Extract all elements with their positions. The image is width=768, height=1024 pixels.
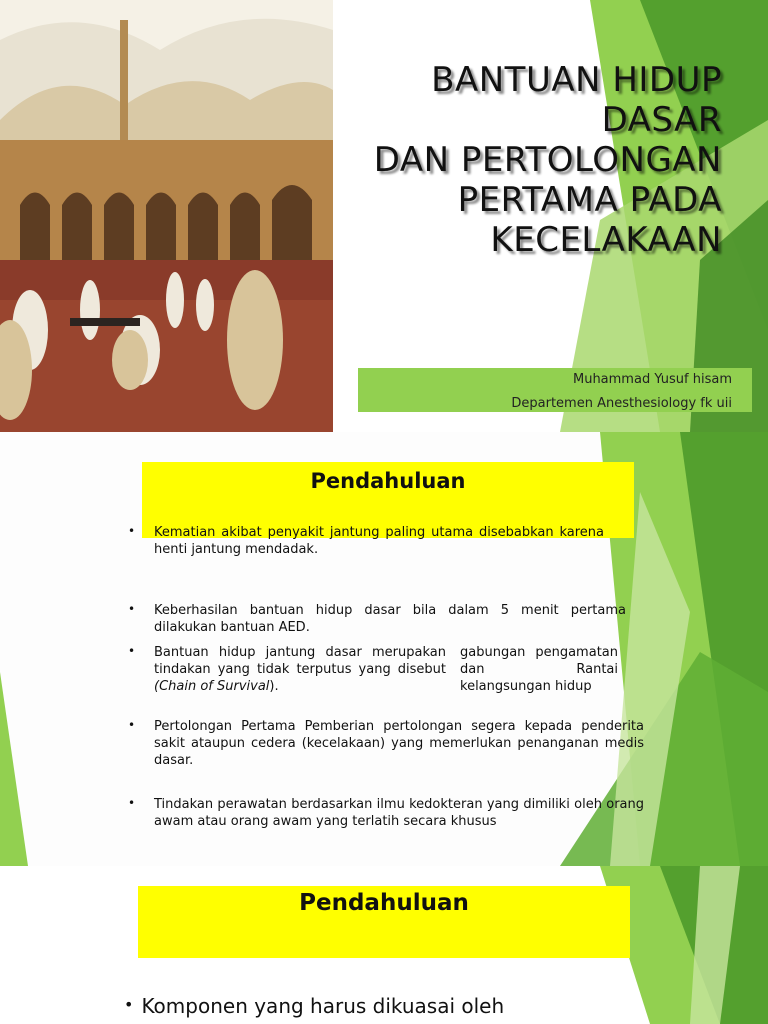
subtitle-band [358, 368, 752, 412]
section-heading-box [138, 886, 630, 958]
bullet-dot-icon: • [124, 995, 134, 1014]
department-name: Departemen Anesthesiology fk uii [511, 396, 732, 411]
list-item: • Komponen yang harus dikuasai oleh [124, 994, 505, 1018]
bullet-dot-icon: • [128, 602, 136, 616]
intro-slide-2 [0, 866, 768, 1024]
slide-title: BANTUAN HIDUP DASAR DAN PERTOLONGAN PERTAMA PADA KECELAKAAN [373, 60, 722, 260]
bullet-dot-icon: • [128, 796, 136, 810]
section-heading: Pendahuluan [299, 890, 469, 916]
bullet-dot-icon: • [128, 718, 136, 732]
bullet-list: • Kematian akibat penyakit jantung paling utama disebabkan karena henti jantung mendadak. • Keberhasilan bantuan hidup dasar bila dalam 5 menit pertama dilakukan bantuan AED. • Bantuan hidup jantung dasar merupakan tindakan yang tidak terputus yang disebut (Chain of Survival). gabungan pengamatan dan Rantai kelangsungan hidup • Pertolongan Pertama Pemberian pertolongan segera kepada penderita sakit ataupun cedera (kecelakaan) yang memerlukan penanganan medis dasar. • Tindakan perawatan berdasarkan ilmu kedokteran yang dimiliki oleh orang awam atau orang awam yang terlatih secara khusus [128, 524, 644, 829]
author-name: Muhammad Yusuf hisam [572, 372, 732, 387]
title-slide [0, 0, 768, 432]
mosque-courtyard-photo [0, 0, 333, 432]
bullet-dot-icon: • [128, 524, 136, 538]
section-heading: Pendahuluan [310, 469, 466, 493]
bullet-dot-icon: • [128, 644, 136, 658]
intro-slide [0, 432, 768, 866]
